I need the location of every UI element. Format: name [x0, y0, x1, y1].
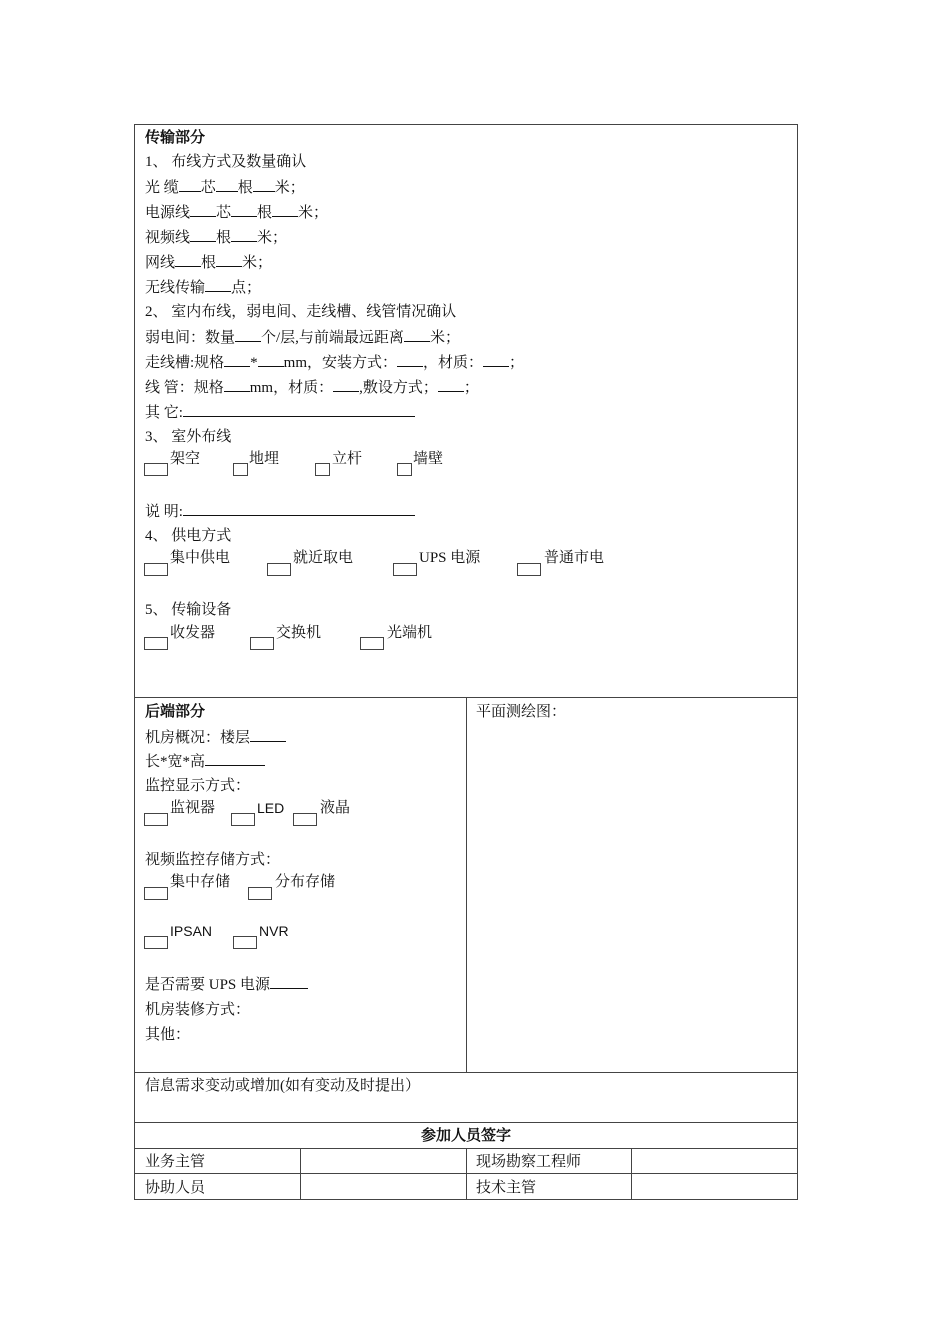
wireless-row: 无线传输 点；: [145, 277, 261, 298]
wall-label: 墙壁: [413, 451, 444, 467]
backend-other-label: 其他：: [145, 1027, 191, 1043]
power-cable-row: 电源线 芯 根 米；: [145, 202, 328, 223]
central-power-checkbox[interactable]: [144, 563, 168, 576]
section-5-title: 5、 传输设备: [145, 602, 232, 618]
section-3-title: 3、 室外布线: [145, 429, 232, 445]
dimensions-blank[interactable]: [205, 751, 265, 766]
sig-col-divider-3: [631, 1148, 632, 1199]
power-cable-core-blank[interactable]: [190, 202, 216, 217]
monitor-label: 监视器: [170, 800, 216, 816]
wall-checkbox[interactable]: [397, 463, 412, 476]
table-left-border: [134, 124, 135, 1200]
other-row: 其 它:: [145, 402, 415, 423]
storage-label: 视频监控存储方式：: [145, 852, 281, 868]
section-4-title: 4、 供电方式: [145, 528, 232, 544]
distributed-storage-checkbox[interactable]: [248, 887, 272, 900]
transceiver-checkbox[interactable]: [144, 637, 168, 650]
overhead-checkbox[interactable]: [144, 463, 168, 476]
change-note-label: 信息需求变动或增加(如有变动及时提出）: [145, 1078, 420, 1094]
tech-manager-signature[interactable]: [633, 1175, 795, 1197]
nvr-checkbox[interactable]: [233, 936, 257, 949]
ups-row: 是否需要 UPS 电源: [145, 974, 308, 995]
optical-transceiver-checkbox[interactable]: [360, 637, 384, 650]
central-storage-checkbox[interactable]: [144, 887, 168, 900]
decoration-label: 机房装修方式：: [145, 1002, 251, 1018]
section-1-title: 1、 布线方式及数量确认: [145, 154, 307, 170]
weak-room-distance-blank[interactable]: [404, 327, 430, 342]
display-label: 监控显示方式：: [145, 778, 251, 794]
video-cable-count-blank[interactable]: [190, 227, 216, 242]
sig-col-divider-1: [300, 1148, 301, 1199]
transmission-heading: 传输部分: [145, 130, 206, 146]
mains-power-checkbox[interactable]: [517, 563, 541, 576]
sig-col-divider-2: [466, 1148, 467, 1199]
fiber-count-blank[interactable]: [216, 177, 238, 192]
lcd-label: 液晶: [320, 800, 351, 816]
central-storage-label: 集中存储: [170, 874, 231, 890]
fiber-length-blank[interactable]: [253, 177, 275, 192]
conduit-row: 线 管：规格 mm，材质： ,敷设方式； ；: [145, 377, 479, 398]
conduit-laying-blank[interactable]: [438, 377, 464, 392]
ipsan-checkbox[interactable]: [144, 936, 168, 949]
ups-power-label: UPS 电源: [419, 550, 481, 566]
tech-manager-label: 技术主管: [476, 1180, 537, 1196]
conduit-material-blank[interactable]: [333, 377, 359, 392]
signature-heading: 参加人员签字: [420, 1128, 511, 1144]
change-note-area[interactable]: [136, 1098, 796, 1120]
ups-blank[interactable]: [270, 974, 308, 989]
table-mid-divider: [466, 697, 467, 1072]
video-cable-length-blank[interactable]: [231, 227, 257, 242]
overhead-label: 架空: [170, 451, 201, 467]
video-cable-row: 视频线 根 米；: [145, 227, 287, 248]
power-cable-length-blank[interactable]: [272, 202, 298, 217]
backend-heading: 后端部分: [145, 704, 206, 720]
trunking-material-blank[interactable]: [483, 352, 509, 367]
table-divider-change: [134, 1072, 798, 1073]
network-cable-row: 网线 根 米；: [145, 252, 272, 273]
fiber-core-blank[interactable]: [179, 177, 201, 192]
lcd-checkbox[interactable]: [293, 813, 317, 826]
ipsan-label: IPSAN: [170, 923, 213, 939]
nearby-power-checkbox[interactable]: [267, 563, 291, 576]
trunking-install-blank[interactable]: [397, 352, 423, 367]
mains-power-label: 普通市电: [544, 550, 605, 566]
business-manager-signature[interactable]: [302, 1150, 464, 1172]
section-2-title: 2、 室内布线，弱电间、走线槽、线管情况确认: [145, 304, 457, 320]
assistant-signature[interactable]: [302, 1175, 464, 1197]
note-row: 说 明:: [145, 501, 415, 522]
power-cable-count-blank[interactable]: [231, 202, 257, 217]
table-bottom-border: [134, 1199, 798, 1200]
led-checkbox[interactable]: [231, 813, 255, 826]
monitor-checkbox[interactable]: [144, 813, 168, 826]
network-cable-count-blank[interactable]: [175, 252, 201, 267]
assistant-label: 协助人员: [145, 1180, 206, 1196]
weak-room-count-blank[interactable]: [235, 327, 261, 342]
trunking-row: 走线槽:规格 * mm，安装方式： ，材质： ；: [145, 352, 524, 373]
switch-label: 交换机: [276, 625, 322, 641]
site-engineer-label: 现场勘察工程师: [476, 1154, 582, 1170]
room-overview-row: 机房概况：楼层: [145, 727, 286, 748]
switch-checkbox[interactable]: [250, 637, 274, 650]
pole-label: 立杆: [332, 451, 363, 467]
buried-label: 地埋: [249, 451, 280, 467]
nvr-label: NVR: [259, 923, 289, 939]
floor-plan-area[interactable]: [468, 728, 796, 1070]
floor-blank[interactable]: [250, 727, 286, 742]
wireless-points-blank[interactable]: [205, 277, 231, 292]
pole-checkbox[interactable]: [315, 463, 330, 476]
buried-checkbox[interactable]: [233, 463, 248, 476]
note-blank[interactable]: [183, 501, 415, 516]
floor-plan-label: 平面测绘图：: [476, 704, 567, 720]
transceiver-label: 收发器: [170, 625, 216, 641]
business-manager-label: 业务主管: [145, 1154, 206, 1170]
distributed-storage-label: 分布存储: [275, 874, 336, 890]
nearby-power-label: 就近取电: [293, 550, 354, 566]
optical-transceiver-label: 光端机: [387, 625, 433, 641]
fiber-row: 光 缆 芯 根 米；: [145, 177, 305, 198]
central-power-label: 集中供电: [170, 550, 231, 566]
trunking-height-blank[interactable]: [258, 352, 284, 367]
led-label: LED: [257, 800, 285, 816]
table-divider-signature-heading: [134, 1122, 798, 1123]
weak-room-row: 弱电间：数量 个/层,与前端最远距离 米；: [145, 327, 460, 348]
conduit-size-blank[interactable]: [224, 377, 250, 392]
network-cable-length-blank[interactable]: [216, 252, 242, 267]
table-top-border: [134, 124, 798, 125]
table-right-border: [797, 124, 798, 1200]
other-blank[interactable]: [183, 402, 415, 417]
ups-power-checkbox[interactable]: [393, 563, 417, 576]
dimensions-row: 长*宽*高: [145, 751, 265, 772]
trunking-width-blank[interactable]: [224, 352, 250, 367]
site-engineer-signature[interactable]: [633, 1150, 795, 1172]
